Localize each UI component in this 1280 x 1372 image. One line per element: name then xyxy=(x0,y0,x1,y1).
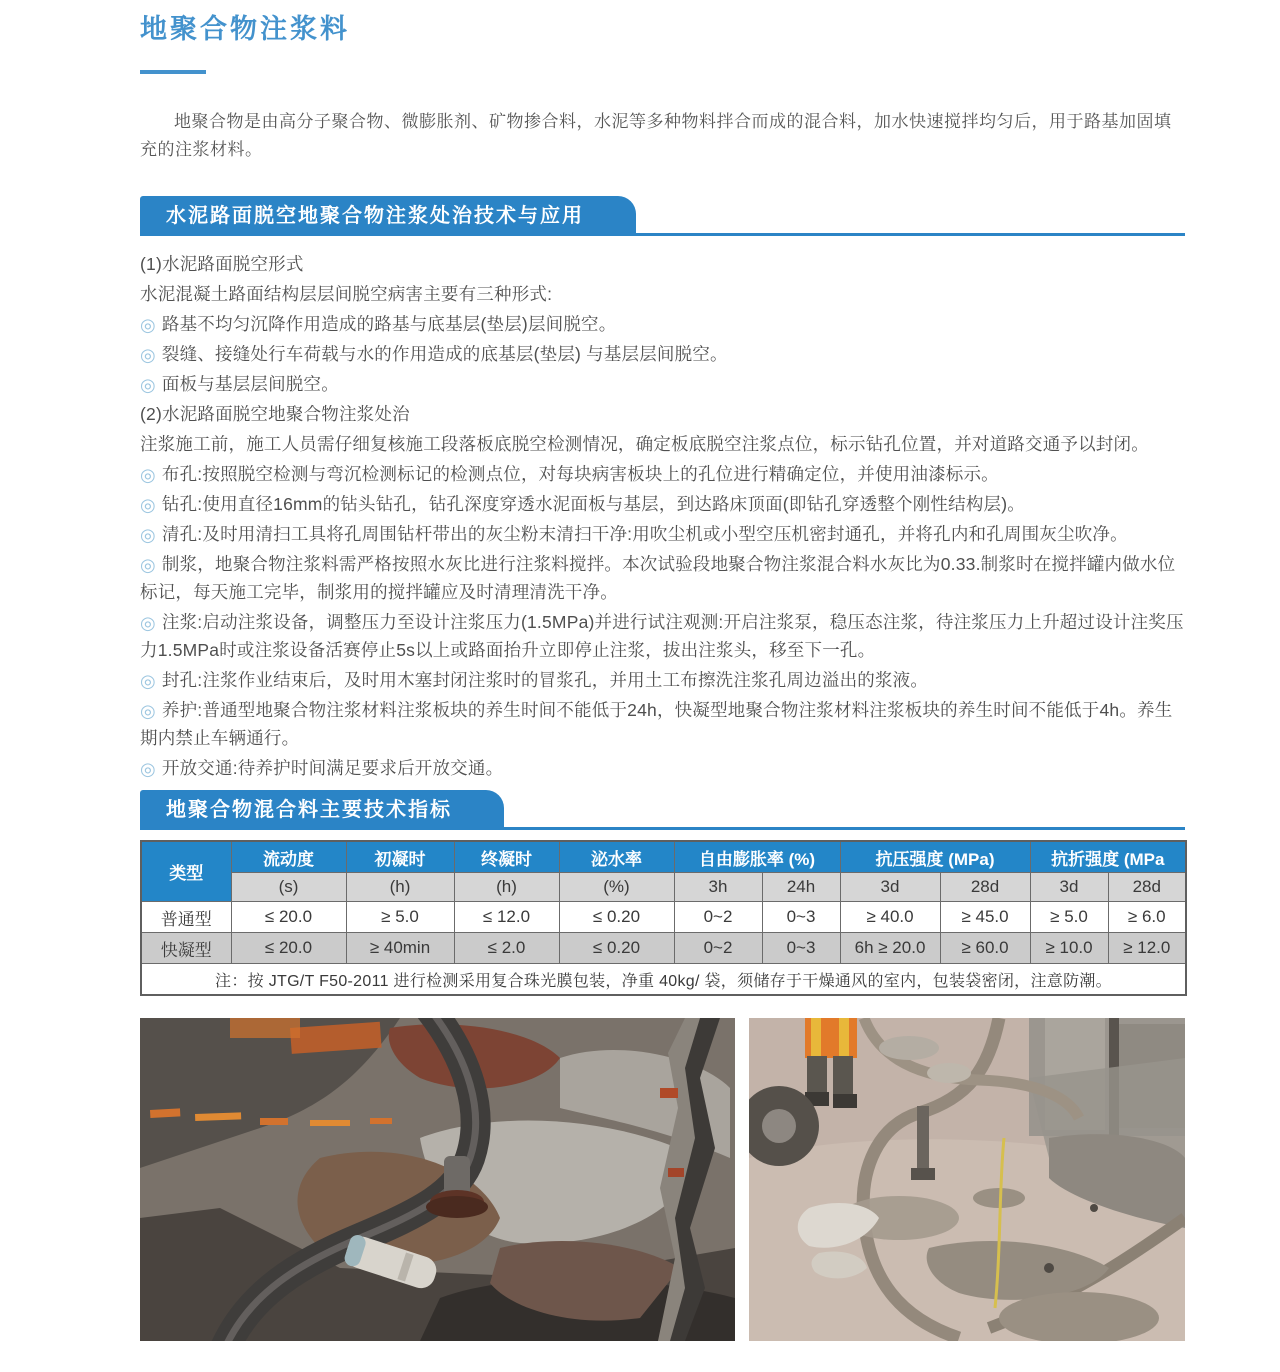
paragraph: 水泥混凝土路面结构层层间脱空病害主要有三种形式: xyxy=(140,284,553,304)
bullet-paragraph: ◎ 布孔:按照脱空检测与弯沉检测标记的检测点位，对每块病害板块上的孔位进行精确定位，并使用油漆标示。 xyxy=(140,460,1185,488)
page-title: 地聚合物注浆料 xyxy=(140,14,350,44)
table-cell: 0~3 xyxy=(762,933,840,964)
unit-header: 3d xyxy=(840,873,940,902)
bullet-paragraph: ◎ 裂缝、接缝处行车荷载与水的作用造成的底基层(垫层) 与基层层间脱空。 xyxy=(140,340,1185,368)
photo-grouting-hose-on-pavement xyxy=(140,1018,735,1341)
column-header-final-set: 终凝时 xyxy=(454,841,559,873)
bullet-paragraph: ◎ 注浆:启动注浆设备，调整压力至设计注浆压力(1.5MPa)并进行试注观测:开启注浆泵，稳压态注浆，待注浆压力上升超过设计注奖压力1.5MPa时或注浆设备活赛停止5s以上或路面抬升立即停止注浆，拔出注浆头，移至下一孔。 xyxy=(140,608,1185,664)
table-cell: 0~3 xyxy=(762,902,840,933)
table-cell: ≥ 60.0 xyxy=(940,933,1030,964)
table-cell: 0~2 xyxy=(674,933,762,964)
paragraph: (2)水泥路面脱空地聚合物注浆处治 xyxy=(140,404,410,424)
table-row-fast-type xyxy=(141,933,1186,964)
body-text-block xyxy=(140,250,1185,782)
unit-header: (h) xyxy=(454,873,559,902)
bullet-paragraph: ◎ 封孔:注浆作业结束后，及时用木塞封闭注浆时的冒浆孔，并用土工布擦洗注浆孔周边溢出的浆液。 xyxy=(140,666,1185,694)
column-header-flexural: 抗折强度 (MPa xyxy=(1030,841,1186,873)
table-cell: ≤ 12.0 xyxy=(454,902,559,933)
unit-header: 28d xyxy=(940,873,1030,902)
bullet-paragraph: ◎ 钻孔:使用直径16mm的钻头钻孔，钻孔深度穿透水泥面板与基层，到达路床顶面(即钻孔穿透整个刚性结构层)。 xyxy=(140,490,1185,518)
ring-bullet-icon: ◎ xyxy=(140,671,156,691)
bullet-paragraph: ◎ 养护:普通型地聚合物注浆材料注浆板块的养生时间不能低于24h，快凝型地聚合物注浆材料注浆板块的养生时间不能低于4h。养生期内禁止车辆通行。 xyxy=(140,696,1185,752)
table-cell: ≤ 0.20 xyxy=(559,902,674,933)
table-cell: ≥ 12.0 xyxy=(1108,933,1186,964)
table-row-normal-type xyxy=(141,902,1186,933)
table-cell: ≥ 5.0 xyxy=(346,902,454,933)
column-header-fluidity: 流动度 xyxy=(231,841,346,873)
ring-bullet-icon: ◎ xyxy=(140,759,156,779)
column-header-type: 类型 xyxy=(141,841,231,902)
content-column xyxy=(140,0,1185,1371)
technical-spec-table xyxy=(140,840,1187,996)
ring-bullet-icon: ◎ xyxy=(140,525,156,545)
section-heading: 水泥路面脱空地聚合物注浆处治技术与应用 xyxy=(140,196,636,236)
ring-bullet-icon: ◎ xyxy=(140,555,156,575)
column-header-expansion: 自由膨胀率 (%) xyxy=(674,841,840,873)
table-cell: ≤ 0.20 xyxy=(559,933,674,964)
unit-header: (%) xyxy=(559,873,674,902)
table-cell: ≤ 2.0 xyxy=(454,933,559,964)
unit-header: 3h xyxy=(674,873,762,902)
section-banner-technical-specs xyxy=(140,790,1185,830)
table-header-row-2 xyxy=(141,873,1186,902)
photo-row xyxy=(140,1018,1185,1341)
unit-header: 3d xyxy=(1030,873,1108,902)
ring-bullet-icon: ◎ xyxy=(140,701,156,721)
unit-header: (s) xyxy=(231,873,346,902)
table-cell: 0~2 xyxy=(674,902,762,933)
ring-bullet-icon: ◎ xyxy=(140,613,156,633)
column-header-bleeding: 泌水率 xyxy=(559,841,674,873)
table-cell: ≤ 20.0 xyxy=(231,902,346,933)
title-underline xyxy=(140,70,206,74)
bullet-paragraph: ◎ 开放交通:待养护时间满足要求后开放交通。 xyxy=(140,754,1185,782)
bullet-paragraph: ◎ 制浆，地聚合物注浆料需严格按照水灰比进行注浆料搅拌。本次试验段地聚合物注浆混合料水灰比为0.33.制浆时在搅拌罐内做水位标记，每天施工完毕，制浆用的搅拌罐应及时清理清洗干净。 xyxy=(140,550,1185,606)
bullet-paragraph: ◎ 路基不均匀沉降作用造成的路基与底基层(垫层)层间脱空。 xyxy=(140,310,1185,338)
table-cell: 6h ≥ 20.0 xyxy=(840,933,940,964)
ring-bullet-icon: ◎ xyxy=(140,375,156,395)
table-cell: ≤ 20.0 xyxy=(231,933,346,964)
table-cell: ≥ 40.0 xyxy=(840,902,940,933)
table-header-row-1 xyxy=(141,841,1186,873)
table-cell: ≥ 10.0 xyxy=(1030,933,1108,964)
unit-header: 24h xyxy=(762,873,840,902)
paragraph: 注浆施工前，施工人员需仔细复核施工段落板底脱空检测情况，确定板底脱空注浆点位，标示钻孔位置，并对道路交通予以封闭。 xyxy=(140,434,1149,454)
intro-paragraph: 地聚合物是由高分子聚合物、微膨胀剂、矿物掺合料，水泥等多种物料拌合而成的混合料，加水快速搅拌均匀后，用于路基加固填充的注浆材料。 xyxy=(140,112,1172,159)
ring-bullet-icon: ◎ xyxy=(140,465,156,485)
row-label: 快凝型 xyxy=(141,933,231,964)
table-cell: ≥ 6.0 xyxy=(1108,902,1186,933)
table-cell: ≥ 5.0 xyxy=(1030,902,1108,933)
table-note-row xyxy=(141,964,1186,996)
unit-header: (h) xyxy=(346,873,454,902)
bullet-paragraph: ◎ 面板与基层层间脱空。 xyxy=(140,370,1185,398)
paragraph: (1)水泥路面脱空形式 xyxy=(140,254,304,274)
section-heading: 地聚合物混合料主要技术指标 xyxy=(140,790,504,830)
ring-bullet-icon: ◎ xyxy=(140,495,156,515)
table-cell: ≥ 40min xyxy=(346,933,454,964)
table-note: 注：按 JTG/T F50-2011 进行检测采用复合珠光膜包装，净重 40kg/ 袋，须储存于干燥通风的室内，包装袋密闭，注意防潮。 xyxy=(141,964,1186,996)
bottom-whitespace xyxy=(140,1341,1185,1371)
section-banner-grouting-technique xyxy=(140,196,1185,236)
column-header-initial-set: 初凝时 xyxy=(346,841,454,873)
ring-bullet-icon: ◎ xyxy=(140,315,156,335)
ring-bullet-icon: ◎ xyxy=(140,345,156,365)
column-header-compressive: 抗压强度 (MPa) xyxy=(840,841,1030,873)
table-cell: ≥ 45.0 xyxy=(940,902,1030,933)
photo-grouting-worksite xyxy=(749,1018,1185,1341)
bullet-paragraph: ◎ 清孔:及时用清扫工具将孔周围钻杆带出的灰尘粉末清扫干净:用吹尘机或小型空压机密封通孔，并将孔内和孔周围灰尘吹净。 xyxy=(140,520,1185,548)
row-label: 普通型 xyxy=(141,902,231,933)
unit-header: 28d xyxy=(1108,873,1186,902)
